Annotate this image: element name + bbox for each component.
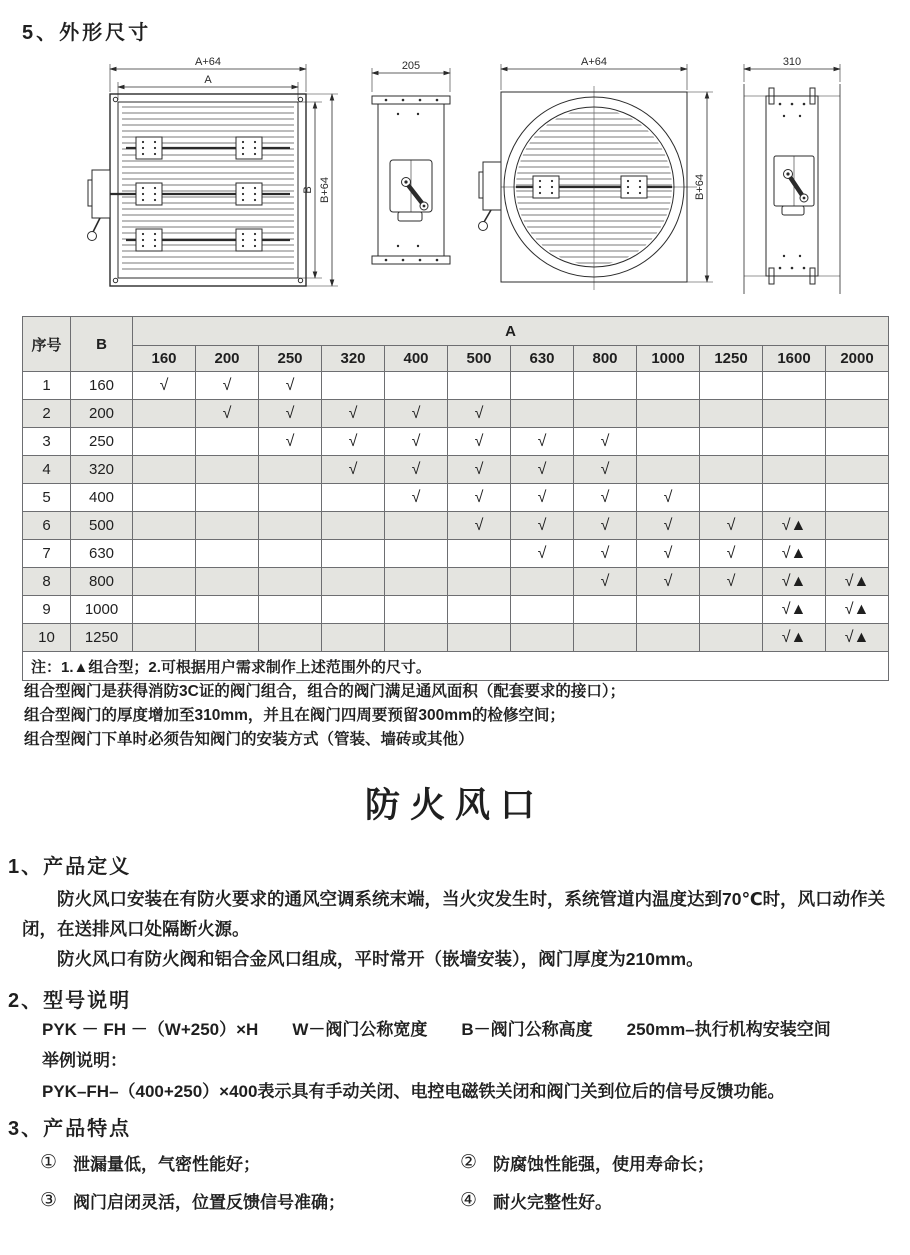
size-cell-630: √: [511, 456, 574, 484]
size-cell-1600: √▲: [763, 624, 826, 652]
col-header-160: 160: [133, 346, 196, 372]
b-cell: 630: [71, 540, 133, 568]
size-cell-800: √: [574, 456, 637, 484]
b-cell: 200: [71, 400, 133, 428]
size-cell-500: [448, 540, 511, 568]
feature-text: 耐火完整性好。: [493, 1193, 613, 1212]
size-cell-1250: [700, 400, 763, 428]
size-cell-250: √: [259, 428, 322, 456]
size-cell-1250: √: [700, 568, 763, 596]
size-cell-1250: [700, 428, 763, 456]
size-cell-500: √: [448, 428, 511, 456]
col-header-b: B: [71, 317, 133, 372]
table-row: [23, 596, 889, 624]
model-formula: PYK － FH －（W+250）×H W－阀门公称宽度 B－阀门公称高度 250mm–执行机构安装空间: [42, 1020, 831, 1039]
model-example-label: 举例说明：: [42, 1051, 127, 1070]
feature-number: ②: [460, 1152, 478, 1173]
size-cell-1000: √: [637, 512, 700, 540]
size-cell-160: [133, 400, 196, 428]
b-cell: 500: [71, 512, 133, 540]
col-header-200: 200: [196, 346, 259, 372]
size-cell-400: [385, 372, 448, 400]
size-cell-1000: √: [637, 540, 700, 568]
size-cell-250: [259, 456, 322, 484]
dim-label: 310: [782, 56, 802, 68]
size-cell-2000: [826, 372, 889, 400]
table-row: [23, 540, 889, 568]
size-cell-250: [259, 540, 322, 568]
model-example: PYK–FH–（400+250）×400表示具有手动关闭、电控电磁铁关闭和阀门关到位后的信号反馈功能。: [42, 1082, 785, 1101]
size-cell-1600: √▲: [763, 540, 826, 568]
section-model-title: 2、型号说明: [8, 990, 132, 1012]
product-title: 防火风口: [364, 786, 545, 825]
size-cell-1000: [637, 372, 700, 400]
size-cell-160: [133, 484, 196, 512]
size-cell-500: √: [448, 484, 511, 512]
feature-item: [40, 1150, 460, 1175]
size-cell-250: [259, 596, 322, 624]
size-cell-630: √: [511, 428, 574, 456]
size-cell-1000: √: [637, 484, 700, 512]
seq-cell: 3: [23, 428, 71, 456]
size-cell-500: [448, 372, 511, 400]
dim-label: A+64: [195, 56, 221, 68]
size-cell-200: [196, 540, 259, 568]
size-cell-250: √: [259, 400, 322, 428]
size-cell-1600: [763, 428, 826, 456]
feature-number: ③: [40, 1190, 58, 1211]
size-cell-2000: √▲: [826, 624, 889, 652]
dim-label: B+64: [319, 177, 331, 203]
combo-note-line: 组合型阀门是获得消防3C证的阀门组合，组合的阀门满足通风面积（配套要求的接口）；: [24, 683, 626, 700]
size-cell-400: [385, 540, 448, 568]
size-cell-250: [259, 568, 322, 596]
dim-label: A: [204, 74, 212, 86]
size-cell-2000: [826, 540, 889, 568]
size-cell-400: [385, 596, 448, 624]
size-cell-630: [511, 624, 574, 652]
table-row: [23, 400, 889, 428]
size-cell-320: [322, 512, 385, 540]
size-cell-1000: [637, 624, 700, 652]
feature-text: 泄漏量低，气密性能好；: [73, 1155, 261, 1174]
size-cell-320: [322, 568, 385, 596]
feature-text: 阀门启闭灵活，位置反馈信号准确；: [73, 1193, 346, 1212]
dim-label: B: [302, 186, 314, 194]
size-cell-1600: [763, 456, 826, 484]
col-header-1250: 1250: [700, 346, 763, 372]
size-cell-800: [574, 596, 637, 624]
dim-label: A+64: [581, 56, 607, 68]
size-cell-630: √: [511, 540, 574, 568]
size-cell-400: [385, 568, 448, 596]
size-cell-160: [133, 456, 196, 484]
seq-cell: 2: [23, 400, 71, 428]
section-definition-title: 1、产品定义: [8, 856, 132, 878]
dim-label: 205: [401, 60, 421, 72]
col-header-630: 630: [511, 346, 574, 372]
size-cell-320: √: [322, 428, 385, 456]
size-cell-200: √: [196, 400, 259, 428]
size-cell-400: [385, 512, 448, 540]
size-cell-2000: √▲: [826, 596, 889, 624]
size-cell-500: [448, 596, 511, 624]
size-cell-200: √: [196, 372, 259, 400]
seq-cell: 7: [23, 540, 71, 568]
table-row: [23, 456, 889, 484]
size-cell-320: [322, 624, 385, 652]
section-features-title: 3、产品特点: [8, 1118, 132, 1140]
size-cell-250: √: [259, 372, 322, 400]
size-cell-160: [133, 596, 196, 624]
size-cell-1250: [700, 456, 763, 484]
table-row: [23, 428, 889, 456]
size-cell-800: √: [574, 512, 637, 540]
size-cell-800: [574, 400, 637, 428]
size-cell-1250: [700, 484, 763, 512]
size-cell-200: [196, 456, 259, 484]
size-cell-400: √: [385, 428, 448, 456]
size-cell-250: [259, 624, 322, 652]
size-cell-1000: [637, 428, 700, 456]
seq-cell: 6: [23, 512, 71, 540]
size-cell-2000: [826, 428, 889, 456]
round-damper-side-drawing: [736, 56, 856, 296]
col-header-500: 500: [448, 346, 511, 372]
size-cell-1250: √: [700, 540, 763, 568]
size-cell-200: [196, 428, 259, 456]
size-cell-800: √: [574, 540, 637, 568]
seq-cell: 8: [23, 568, 71, 596]
size-cell-200: [196, 512, 259, 540]
feature-item: [460, 1150, 885, 1175]
combo-note-line: 组合型阀门下单时必须告知阀门的安装方式（管装、墙砖或其他）: [24, 731, 474, 748]
size-cell-1000: [637, 596, 700, 624]
square-damper-side-drawing: [358, 60, 463, 295]
size-table: [22, 316, 889, 681]
size-cell-160: [133, 512, 196, 540]
size-cell-320: √: [322, 400, 385, 428]
size-cell-1600: [763, 400, 826, 428]
size-cell-500: √: [448, 456, 511, 484]
size-cell-800: [574, 624, 637, 652]
size-cell-2000: [826, 400, 889, 428]
size-cell-400: √: [385, 484, 448, 512]
table-row: [23, 372, 889, 400]
col-header-seq: 序号: [23, 317, 71, 372]
size-cell-630: √: [511, 484, 574, 512]
size-cell-1000: [637, 400, 700, 428]
col-header-a: A: [133, 317, 889, 346]
size-cell-160: [133, 568, 196, 596]
col-header-320: 320: [322, 346, 385, 372]
b-cell: 1000: [71, 596, 133, 624]
size-cell-800: √: [574, 428, 637, 456]
size-cell-1600: √▲: [763, 512, 826, 540]
col-header-1600: 1600: [763, 346, 826, 372]
size-cell-500: √: [448, 400, 511, 428]
feature-text: 防腐蚀性能强，使用寿命长；: [493, 1155, 715, 1174]
size-cell-400: [385, 624, 448, 652]
size-cell-320: [322, 596, 385, 624]
size-cell-200: [196, 484, 259, 512]
col-header-1000: 1000: [637, 346, 700, 372]
size-cell-500: [448, 568, 511, 596]
size-cell-630: [511, 372, 574, 400]
col-header-250: 250: [259, 346, 322, 372]
seq-cell: 1: [23, 372, 71, 400]
size-cell-320: [322, 484, 385, 512]
section-model-body: [42, 1014, 902, 1107]
size-cell-400: √: [385, 400, 448, 428]
size-cell-250: [259, 512, 322, 540]
feature-item: [40, 1188, 460, 1213]
round-damper-front-drawing: [475, 56, 715, 296]
size-cell-630: √: [511, 512, 574, 540]
size-cell-800: √: [574, 484, 637, 512]
feature-number: ①: [40, 1152, 58, 1173]
features-list: [40, 1150, 885, 1213]
col-header-400: 400: [385, 346, 448, 372]
b-cell: 1250: [71, 624, 133, 652]
size-cell-2000: [826, 484, 889, 512]
square-damper-front-drawing: [86, 56, 344, 296]
size-cell-800: [574, 372, 637, 400]
size-cell-1600: [763, 484, 826, 512]
size-cell-800: √: [574, 568, 637, 596]
size-cell-320: [322, 540, 385, 568]
size-cell-160: [133, 428, 196, 456]
definition-paragraph: 防火风口安装在有防火要求的通风空调系统末端，当火灾发生时，系统管道内温度达到70℃时，风口动作关闭，在送排风口处隔断火源。: [22, 889, 886, 939]
seq-cell: 10: [23, 624, 71, 652]
size-cell-500: [448, 624, 511, 652]
size-cell-1600: [763, 372, 826, 400]
definition-paragraph: 防火风口有防火阀和铝合金风口组成，平时常开（嵌墙安装），阀门厚度为210mm。: [57, 949, 704, 969]
size-cell-1250: [700, 624, 763, 652]
section-definition-body: [22, 884, 896, 974]
size-cell-1000: [637, 456, 700, 484]
combo-notes: [24, 680, 896, 752]
b-cell: 400: [71, 484, 133, 512]
size-cell-320: √: [322, 456, 385, 484]
b-cell: 250: [71, 428, 133, 456]
size-table-container: [22, 316, 889, 681]
size-cell-630: [511, 400, 574, 428]
size-cell-200: [196, 568, 259, 596]
size-cell-400: √: [385, 456, 448, 484]
b-cell: 160: [71, 372, 133, 400]
size-cell-1250: √: [700, 512, 763, 540]
col-header-2000: 2000: [826, 346, 889, 372]
size-cell-160: √: [133, 372, 196, 400]
dimensions-heading: 5、外形尺寸: [22, 22, 152, 44]
size-cell-630: [511, 568, 574, 596]
col-header-800: 800: [574, 346, 637, 372]
table-row: [23, 624, 889, 652]
size-cell-2000: [826, 456, 889, 484]
size-cell-250: [259, 484, 322, 512]
b-cell: 800: [71, 568, 133, 596]
table-note: 注：1.▲组合型；2.可根据用户需求制作上述范围外的尺寸。: [23, 652, 889, 681]
size-cell-630: [511, 596, 574, 624]
size-cell-2000: √▲: [826, 568, 889, 596]
table-row: [23, 568, 889, 596]
size-cell-320: [322, 372, 385, 400]
combo-note-line: 组合型阀门的厚度增加至310mm，并且在阀门四周要预留300mm的检修空间；: [24, 707, 565, 724]
feature-item: [460, 1188, 885, 1213]
b-cell: 320: [71, 456, 133, 484]
seq-cell: 4: [23, 456, 71, 484]
size-cell-1250: [700, 596, 763, 624]
size-cell-200: [196, 596, 259, 624]
size-cell-2000: [826, 512, 889, 540]
table-row: [23, 512, 889, 540]
size-cell-1000: √: [637, 568, 700, 596]
size-cell-1600: √▲: [763, 568, 826, 596]
dim-label: B+64: [694, 174, 706, 200]
size-cell-1600: √▲: [763, 596, 826, 624]
size-cell-1250: [700, 372, 763, 400]
feature-number: ④: [460, 1190, 478, 1211]
size-cell-160: [133, 624, 196, 652]
seq-cell: 9: [23, 596, 71, 624]
table-row: [23, 484, 889, 512]
size-cell-160: [133, 540, 196, 568]
size-cell-500: √: [448, 512, 511, 540]
seq-cell: 5: [23, 484, 71, 512]
size-cell-200: [196, 624, 259, 652]
